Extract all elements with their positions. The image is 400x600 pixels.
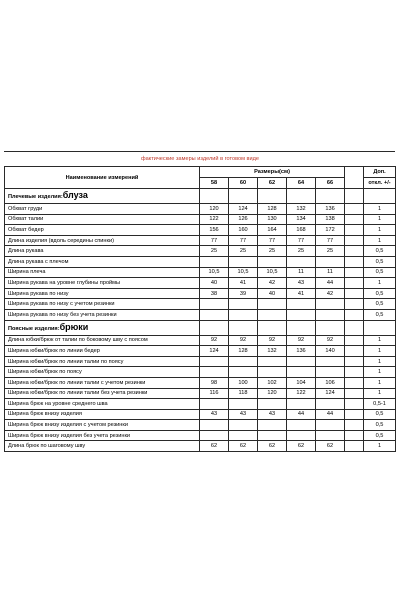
table-row [5, 214, 396, 225]
size-value-cell: 43 [200, 409, 229, 420]
size-value-cell [229, 420, 258, 431]
table-row [5, 278, 396, 289]
size-header: 58 [200, 178, 229, 189]
size-value-cell: 41 [287, 288, 316, 299]
measurement-label: Длина рукава с плечом [5, 256, 200, 267]
table-top-border [4, 151, 395, 152]
measurement-label: Обхват груди [5, 204, 200, 215]
size-value-cell: 25 [258, 246, 287, 257]
size-header: 60 [229, 178, 258, 189]
size-value-cell [200, 256, 229, 267]
size-value-cell: 42 [316, 288, 345, 299]
size-value-cell: 92 [200, 335, 229, 346]
size-value-cell [287, 430, 316, 441]
size-value-cell: 124 [200, 346, 229, 357]
spacer-cell [345, 214, 364, 225]
tolerance-cell: 1 [364, 214, 396, 225]
tolerance-cell: 0,5 [364, 288, 396, 299]
measurement-label: Длина брюк по шаговому шву [5, 441, 200, 452]
measurement-label: Длина юбки/брюк от талии по боковому шву с поясом [5, 335, 200, 346]
tolerance-cell: 0,5 [364, 430, 396, 441]
table-body [5, 167, 396, 452]
size-value-cell: 164 [258, 225, 287, 236]
table-row [5, 430, 396, 441]
section-prefix: Поясные изделия: [8, 325, 60, 332]
measurement-label: Ширина рукава на уровне глубины проймы [5, 278, 200, 289]
measurement-label: Ширина брюк на уровне среднего шва [5, 399, 200, 410]
measurement-label: Ширина юбки/брюк по линии талии с учетом резинки [5, 377, 200, 388]
size-value-cell [287, 299, 316, 310]
size-value-cell: 132 [258, 346, 287, 357]
measurement-label: Обхват талии [5, 214, 200, 225]
measurement-label: Ширина рукава по низу [5, 288, 200, 299]
section-title [5, 189, 200, 204]
table-row [5, 267, 396, 278]
empty-cell [258, 320, 287, 335]
size-header: 62 [258, 178, 287, 189]
size-value-cell: 118 [229, 388, 258, 399]
size-value-cell: 116 [200, 388, 229, 399]
size-value-cell [258, 367, 287, 378]
size-value-cell [287, 356, 316, 367]
table-row [5, 235, 396, 246]
tolerance-cell: 0,5-1 [364, 399, 396, 410]
size-value-cell [229, 356, 258, 367]
size-header: 66 [316, 178, 345, 189]
size-value-cell [287, 309, 316, 320]
measurement-label: Длина рукава [5, 246, 200, 257]
size-value-cell: 106 [316, 377, 345, 388]
measurement-label: Ширина брюк внизу изделия без учета резинки [5, 430, 200, 441]
size-value-cell: 77 [200, 235, 229, 246]
size-value-cell: 128 [258, 204, 287, 215]
size-value-cell: 40 [200, 278, 229, 289]
size-value-cell: 41 [229, 278, 258, 289]
spacer-cell [345, 430, 364, 441]
table-row [5, 420, 396, 431]
measurement-label: Ширина юбки/брюк по линии талии по поясу [5, 356, 200, 367]
size-value-cell: 62 [287, 441, 316, 452]
size-value-cell [200, 420, 229, 431]
section-header-row [5, 320, 396, 335]
size-value-cell [316, 420, 345, 431]
measurement-label: Ширина юбки/брюк по поясу [5, 367, 200, 378]
size-value-cell: 104 [287, 377, 316, 388]
size-value-cell [316, 430, 345, 441]
section-prefix: Плечевые изделия: [8, 194, 63, 200]
spacer-cell [345, 288, 364, 299]
measurement-label: Ширина юбки/брюк по линии бедер [5, 346, 200, 357]
size-value-cell: 39 [229, 288, 258, 299]
table-row [5, 356, 396, 367]
table-row [5, 367, 396, 378]
empty-cell [287, 320, 316, 335]
measurement-label: Ширина брюк внизу изделия с учетом резинки [5, 420, 200, 431]
table-row [5, 399, 396, 410]
spacer-cell [345, 267, 364, 278]
measurements-table [4, 166, 396, 452]
empty-cell [316, 320, 345, 335]
measurement-label: Ширина плеча [5, 267, 200, 278]
size-value-cell [229, 299, 258, 310]
size-value-cell: 11 [316, 267, 345, 278]
size-value-cell: 132 [287, 204, 316, 215]
size-value-cell: 10,5 [229, 267, 258, 278]
size-value-cell: 122 [287, 388, 316, 399]
section-header-row [5, 189, 396, 204]
size-value-cell: 38 [200, 288, 229, 299]
size-value-cell: 130 [258, 214, 287, 225]
size-value-cell [200, 367, 229, 378]
section-name: блуза [62, 190, 88, 200]
spacer-cell [345, 278, 364, 289]
size-value-cell [229, 367, 258, 378]
size-value-cell: 172 [316, 225, 345, 236]
size-value-cell [200, 430, 229, 441]
measurement-label: Длина изделия (вдоль середины спинки) [5, 235, 200, 246]
spacer-cell [345, 204, 364, 215]
table-row [5, 409, 396, 420]
size-value-cell [287, 256, 316, 267]
spacer-cell [345, 246, 364, 257]
table-row [5, 299, 396, 310]
spacer-cell [345, 225, 364, 236]
tolerance-header-2: откл. +/- [364, 178, 396, 189]
size-value-cell: 42 [258, 278, 287, 289]
size-value-cell [258, 299, 287, 310]
empty-cell [287, 189, 316, 204]
empty-cell [200, 320, 229, 335]
measurement-label: Ширина рукава по низу без учета резинки [5, 309, 200, 320]
size-value-cell [316, 299, 345, 310]
size-value-cell [316, 256, 345, 267]
tolerance-cell: 1 [364, 346, 396, 357]
size-value-cell: 92 [316, 335, 345, 346]
empty-cell [364, 320, 396, 335]
spacer-cell [345, 189, 364, 204]
size-value-cell: 40 [258, 288, 287, 299]
table-row [5, 335, 396, 346]
size-value-cell: 25 [200, 246, 229, 257]
tolerance-cell: 1 [364, 225, 396, 236]
size-value-cell [258, 256, 287, 267]
size-value-cell: 10,5 [200, 267, 229, 278]
tolerance-cell: 1 [364, 441, 396, 452]
size-value-cell: 160 [229, 225, 258, 236]
empty-cell [229, 189, 258, 204]
size-value-cell: 11 [287, 267, 316, 278]
size-value-cell [316, 399, 345, 410]
tolerance-cell: 0,5 [364, 267, 396, 278]
table-row [5, 288, 396, 299]
size-header: 64 [287, 178, 316, 189]
tolerance-cell: 1 [364, 278, 396, 289]
spacer-cell [345, 420, 364, 431]
size-value-cell: 98 [200, 377, 229, 388]
empty-cell [364, 189, 396, 204]
size-value-cell: 10,5 [258, 267, 287, 278]
empty-cell [258, 189, 287, 204]
size-value-cell: 136 [287, 346, 316, 357]
size-value-cell: 25 [229, 246, 258, 257]
size-value-cell: 156 [200, 225, 229, 236]
table-caption: фактические замеры изделий в готовом виде [140, 156, 260, 162]
size-value-cell: 92 [258, 335, 287, 346]
size-value-cell [200, 309, 229, 320]
spacer-cell [345, 167, 364, 189]
tolerance-cell: 1 [364, 377, 396, 388]
size-value-cell: 124 [229, 204, 258, 215]
section-title [5, 320, 200, 335]
size-value-cell [258, 430, 287, 441]
spacer-cell [345, 399, 364, 410]
measurement-label: Ширина рукава по низу с учетом резинки [5, 299, 200, 310]
size-value-cell: 77 [258, 235, 287, 246]
empty-cell [229, 320, 258, 335]
size-value-cell: 44 [316, 409, 345, 420]
size-value-cell: 25 [316, 246, 345, 257]
tolerance-cell: 0,5 [364, 246, 396, 257]
tolerance-cell: 1 [364, 367, 396, 378]
size-value-cell: 120 [200, 204, 229, 215]
table-row [5, 256, 396, 267]
tolerance-cell: 1 [364, 388, 396, 399]
spacer-cell [345, 409, 364, 420]
tolerance-cell: 1 [364, 204, 396, 215]
table-row [5, 346, 396, 357]
section-name: брюки [59, 321, 89, 332]
spacer-cell [345, 356, 364, 367]
table-row [5, 388, 396, 399]
spacer-cell [345, 441, 364, 452]
size-value-cell: 44 [287, 409, 316, 420]
size-value-cell: 62 [316, 441, 345, 452]
measurement-label: Обхват бедер [5, 225, 200, 236]
size-value-cell: 92 [287, 335, 316, 346]
size-value-cell [258, 356, 287, 367]
table-row [5, 204, 396, 215]
empty-cell [200, 189, 229, 204]
size-value-cell: 138 [316, 214, 345, 225]
size-value-cell [229, 399, 258, 410]
size-value-cell [229, 430, 258, 441]
header-row-1 [5, 167, 396, 178]
size-value-cell [200, 399, 229, 410]
size-value-cell: 102 [258, 377, 287, 388]
size-value-cell: 92 [229, 335, 258, 346]
size-value-cell: 62 [258, 441, 287, 452]
spacer-cell [345, 256, 364, 267]
size-value-cell: 120 [258, 388, 287, 399]
size-value-cell: 62 [200, 441, 229, 452]
tolerance-cell: 0,5 [364, 309, 396, 320]
size-value-cell: 43 [287, 278, 316, 289]
spacer-cell [345, 320, 364, 335]
size-value-cell: 124 [316, 388, 345, 399]
size-value-cell [287, 420, 316, 431]
table-row [5, 309, 396, 320]
tolerance-cell: 1 [364, 356, 396, 367]
size-value-cell [200, 299, 229, 310]
tolerance-cell: 1 [364, 335, 396, 346]
spacer-cell [345, 388, 364, 399]
table-row [5, 441, 396, 452]
tolerance-cell: 1 [364, 235, 396, 246]
spacer-cell [345, 377, 364, 388]
empty-cell [316, 189, 345, 204]
measurement-label: Ширина юбки/брюк по линии талии без учета резинки [5, 388, 200, 399]
size-value-cell [200, 356, 229, 367]
size-value-cell: 25 [287, 246, 316, 257]
tolerance-cell: 0,5 [364, 420, 396, 431]
size-value-cell: 136 [316, 204, 345, 215]
size-value-cell: 128 [229, 346, 258, 357]
size-value-cell: 44 [316, 278, 345, 289]
size-value-cell: 43 [258, 409, 287, 420]
size-value-cell: 134 [287, 214, 316, 225]
size-value-cell [316, 309, 345, 320]
size-value-cell: 122 [200, 214, 229, 225]
spacer-cell [345, 299, 364, 310]
size-value-cell [287, 367, 316, 378]
size-value-cell [316, 356, 345, 367]
tolerance-cell: 0,5 [364, 409, 396, 420]
size-value-cell: 43 [229, 409, 258, 420]
spacer-cell [345, 235, 364, 246]
spacer-cell [345, 367, 364, 378]
size-value-cell [258, 420, 287, 431]
size-value-cell: 77 [229, 235, 258, 246]
spacer-cell [345, 335, 364, 346]
spacer-cell [345, 309, 364, 320]
table-row [5, 225, 396, 236]
size-value-cell: 126 [229, 214, 258, 225]
size-value-cell: 100 [229, 377, 258, 388]
size-value-cell: 77 [316, 235, 345, 246]
measurement-label: Ширина брюк внизу изделия [5, 409, 200, 420]
tolerance-cell: 0,5 [364, 299, 396, 310]
size-value-cell: 140 [316, 346, 345, 357]
size-value-cell [287, 399, 316, 410]
size-value-cell [316, 367, 345, 378]
size-value-cell [258, 399, 287, 410]
size-value-cell [229, 309, 258, 320]
table-row [5, 377, 396, 388]
sizes-header: Размеры(см) [200, 167, 345, 178]
tolerance-cell: 0,5 [364, 256, 396, 267]
size-value-cell [229, 256, 258, 267]
size-value-cell: 77 [287, 235, 316, 246]
spacer-cell [345, 346, 364, 357]
size-value-cell: 62 [229, 441, 258, 452]
table-row [5, 246, 396, 257]
tolerance-header-1: Доп. [364, 167, 396, 178]
size-value-cell [258, 309, 287, 320]
name-column-header: Наименование измерений [5, 167, 200, 189]
size-value-cell: 168 [287, 225, 316, 236]
